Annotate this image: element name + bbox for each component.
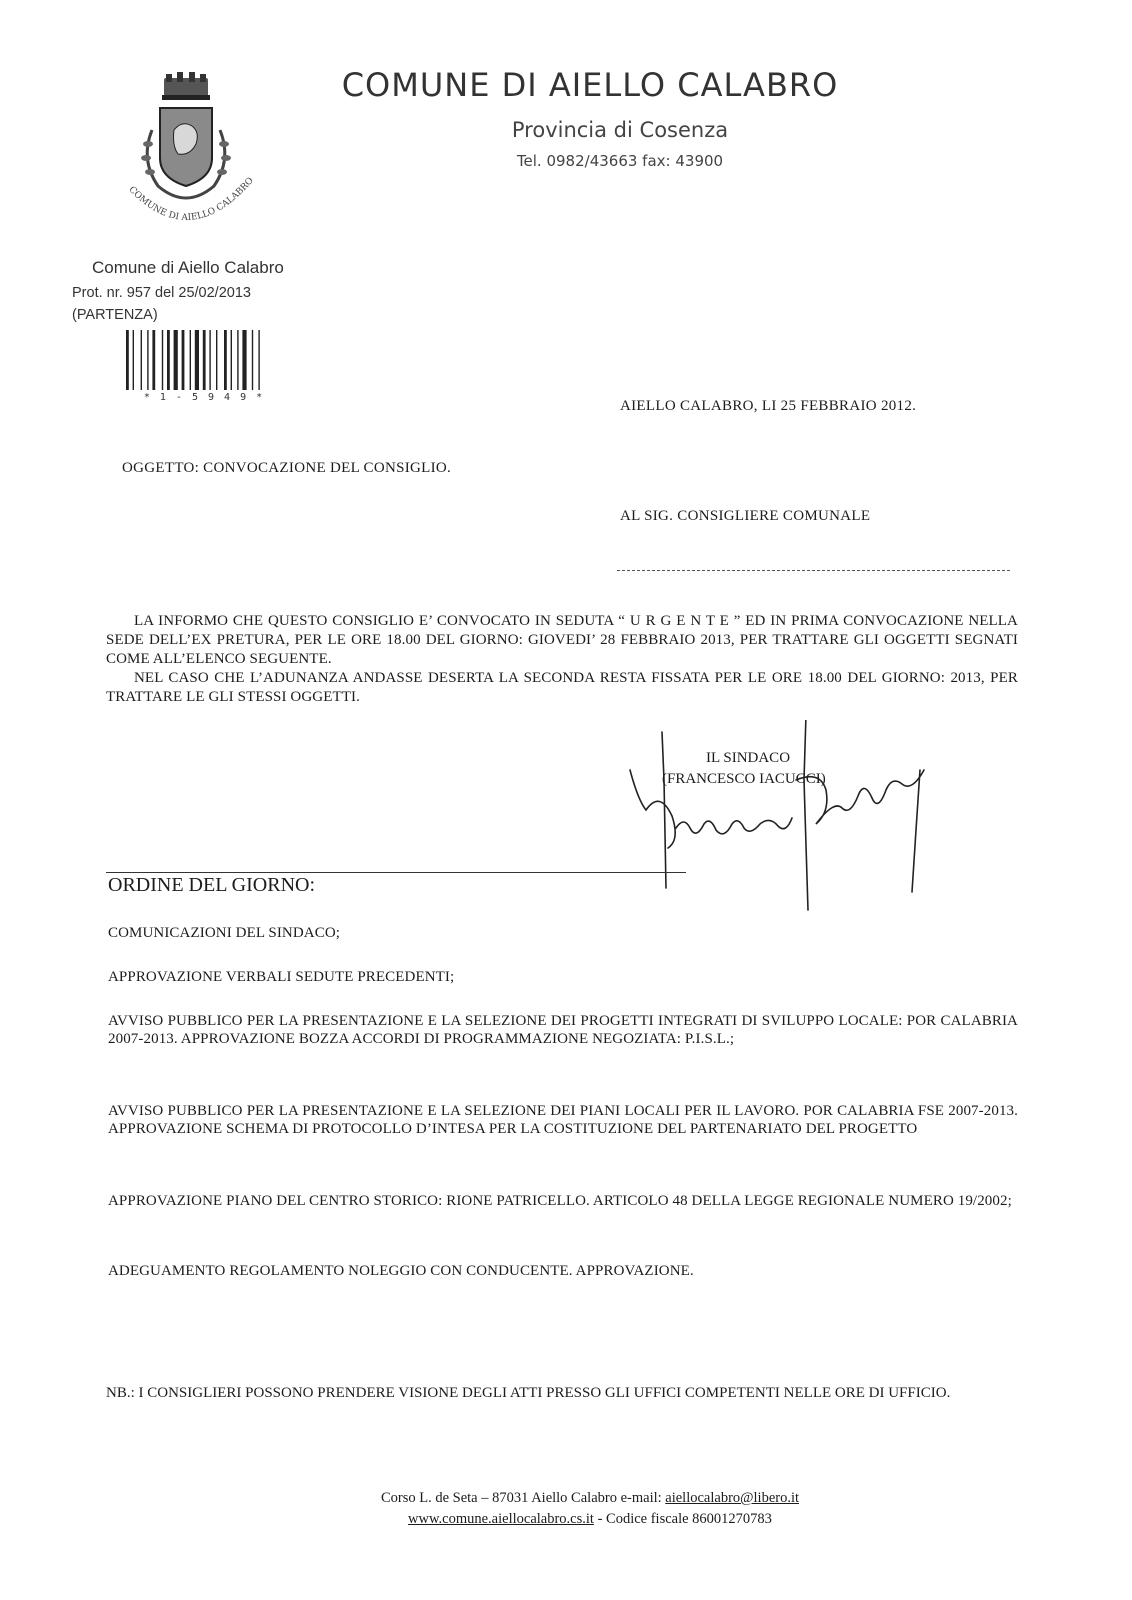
stamp-office: Comune di Aiello Calabro — [92, 258, 284, 277]
barcode-bar — [216, 330, 217, 390]
agenda-item: COMUNICAZIONI DEL SINDACO; — [108, 925, 341, 941]
footer-website-link[interactable]: www.comune.aiellocalabro.cs.it — [408, 1511, 594, 1527]
signatory-name: (FRANCESCO IACUCCI) — [662, 771, 826, 787]
barcode-bar — [126, 330, 129, 390]
contact-numbers: Tel. 0982/43663 fax: 43900 — [516, 152, 724, 170]
barcode-bar — [167, 330, 170, 390]
letter-recipient: AL SIG. CONSIGLIERE COMUNALE — [620, 508, 871, 524]
crest-lettering: COMUNE DI AIELLO CALABRO — [126, 175, 256, 224]
recipient-name-line — [617, 570, 1010, 571]
barcode-bar — [195, 330, 199, 390]
barcode-bar — [242, 330, 246, 390]
stamp-protocol-number: Prot. nr. 957 del 25/02/2013 — [72, 285, 251, 301]
letter-body — [106, 612, 1018, 707]
barcode-bar — [162, 330, 163, 390]
agenda-item: APPROVAZIONE VERBALI SEDUTE PRECEDENTI; — [108, 969, 455, 985]
agenda-heading: ORDINE DEL GIORNO: — [108, 874, 316, 896]
agenda-item: ADEGUAMENTO REGOLAMENTO NOLEGGIO CON CONDUCENTE. APPROVAZIONE. — [108, 1263, 694, 1279]
agenda-divider — [106, 872, 686, 873]
barcode-bar — [258, 330, 259, 390]
body-paragraph-convocation: LA INFORMO CHE QUESTO CONSIGLIO E’ CONVOCATO IN SEDUTA “ U R G E N T E ” ED IN PRIMA CONVOCAZIONE NELLA SEDE DELL’EX PRETURA, PER LE ORE 18.00 DEL GIORNO: GIOVEDI’ 28 FEBBRAIO 2013, PER TRATTARE GLI OGGETTI SEGNATI COME ALL’ELENCO SEGUENTE. — [106, 613, 1018, 667]
barcode-bar — [231, 330, 232, 390]
barcode-bar — [190, 330, 191, 390]
place-and-date: AIELLO CALABRO, LI 25 FEBBRAIO 2012. — [620, 398, 917, 414]
footer — [200, 1488, 980, 1530]
barcode-bar — [209, 330, 210, 390]
agenda-item: APPROVAZIONE PIANO DEL CENTRO STORICO: RIONE PATRICELLO. ARTICOLO 48 DELLA LEGGE REGIONALE NUMERO 19/2002; — [108, 1193, 1012, 1209]
footer-address: Corso L. de Seta – 87031 Aiello Calabro e-mail: — [380, 1490, 666, 1506]
municipality-title: COMUNE DI AIELLO CALABRO — [341, 66, 839, 104]
barcode-bar — [133, 330, 134, 390]
footer-tax-code: - Codice fiscale 86001270783 — [593, 1511, 772, 1527]
footer-email-link[interactable]: aiellocalabro@libero.it — [665, 1490, 800, 1506]
barcode-bar — [182, 330, 185, 390]
barcode-bar — [152, 330, 155, 390]
barcode — [124, 330, 284, 390]
barcode-bar — [141, 330, 142, 390]
note-for-councillors: NB.: I CONSIGLIERI POSSONO PRENDERE VISIONE DEGLI ATTI PRESSO GLI UFFICI COMPETENTI NELLE ORE DI UFFICIO. — [106, 1385, 951, 1401]
agenda-item: AVVISO PUBBLICO PER LA PRESENTAZIONE E LA SELEZIONE DEI PIANI LOCALI PER IL LAVORO. POR CALABRIA FSE 2007-2013. APPROVAZIONE SCHEMA DI PROTOCOLLO D’INTESA PER LA COSTITUZIONE DEL PARTENARIATO DEL PROGETTO — [108, 1103, 1018, 1137]
municipal-crest-logo — [112, 70, 262, 230]
barcode-bar — [174, 330, 178, 390]
agenda-item: AVVISO PUBBLICO PER LA PRESENTAZIONE E LA SELEZIONE DEI PROGETTI INTEGRATI DI SVILUPPO LOCALE: POR CALABRIA 2007-2013. APPROVAZIONE BOZZA ACCORDI DI PROGRAMMAZIONE NEGOZIATA: P.I.S.L.; — [108, 1013, 1018, 1047]
signatory-title: IL SINDACO — [706, 750, 791, 766]
barcode-bar — [147, 330, 148, 390]
stamp-direction: (PARTENZA) — [72, 307, 158, 323]
barcode-bar — [224, 330, 227, 390]
body-paragraph-second-call: NEL CASO CHE L’ADUNANZA ANDASSE DESERTA LA SECONDA RESTA FISSATA PER LE ORE 18.00 DEL GIORNO: 2013, PER TRATTARE LE GLI STESSI OGGETTI. — [106, 670, 1018, 705]
barcode-bar — [237, 330, 238, 390]
barcode-number: * 1 - 5 9 4 9 * — [143, 392, 265, 403]
province-name: Provincia di Cosenza — [511, 118, 729, 142]
barcode-bar — [203, 330, 206, 390]
letter-subject: OGGETTO: CONVOCAZIONE DEL CONSIGLIO. — [122, 460, 452, 476]
barcode-bar — [252, 330, 253, 390]
